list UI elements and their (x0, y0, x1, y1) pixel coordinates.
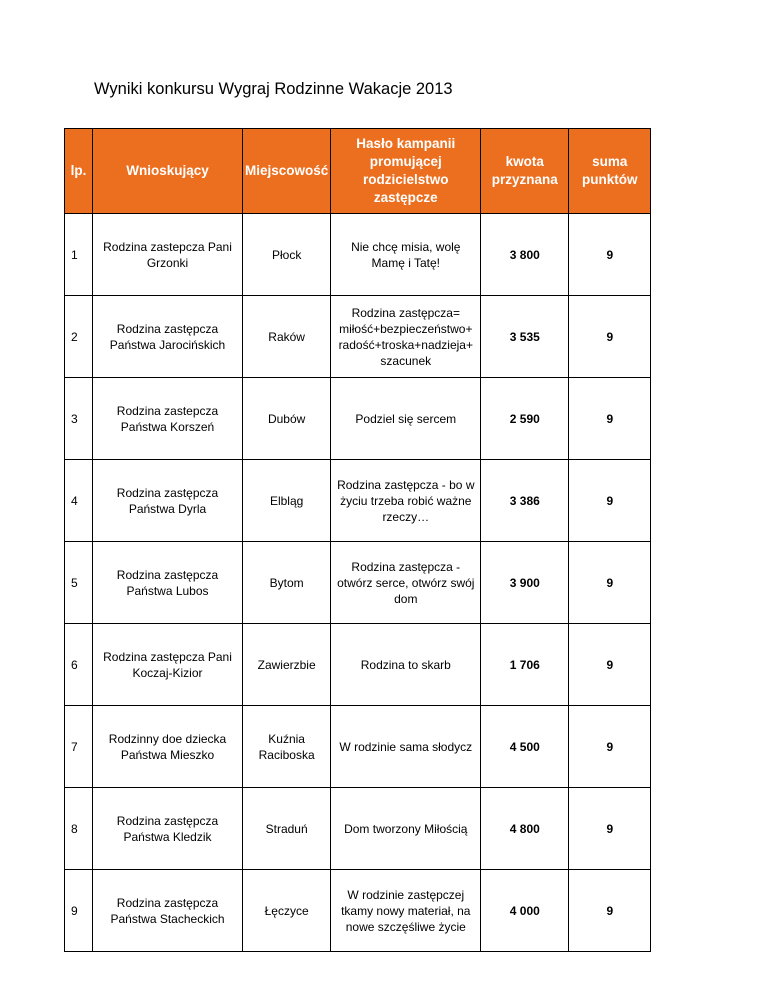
row-amount: 4 000 (481, 870, 569, 952)
row-lp: 7 (65, 706, 93, 788)
row-place: Bytom (243, 542, 331, 624)
row-slogan: Podziel się sercem (331, 378, 481, 460)
row-slogan: Rodzina zastępcza - bo w życiu trzeba robić ważne rzeczy… (331, 460, 481, 542)
table-row (65, 378, 651, 460)
row-lp: 6 (65, 624, 93, 706)
row-slogan: W rodzinie sama słodycz (331, 706, 481, 788)
row-points: 9 (569, 214, 651, 296)
row-place: Łęczyce (243, 870, 331, 952)
results-table (64, 128, 651, 952)
row-amount: 4 500 (481, 706, 569, 788)
row-lp: 2 (65, 296, 93, 378)
row-points: 9 (569, 624, 651, 706)
row-amount: 1 706 (481, 624, 569, 706)
table-row (65, 542, 651, 624)
table-row (65, 296, 651, 378)
header-points: suma punktów (569, 129, 651, 214)
row-lp: 4 (65, 460, 93, 542)
row-applicant: Rodzina zastępcza Pani Koczaj-Kizior (93, 624, 243, 706)
header-lp: lp. (65, 129, 93, 214)
row-slogan: Rodzina to skarb (331, 624, 481, 706)
header-applicant: Wnioskujący (93, 129, 243, 214)
row-slogan: Rodzina zastępcza - otwórz serce, otwórz swój dom (331, 542, 481, 624)
row-amount: 3 386 (481, 460, 569, 542)
header-row (65, 129, 651, 214)
table-row (65, 214, 651, 296)
row-points: 9 (569, 542, 651, 624)
row-place: Straduń (243, 788, 331, 870)
header-amount: kwota przyznana (481, 129, 569, 214)
row-applicant: Rodzinny doe dziecka Państwa Mieszko (93, 706, 243, 788)
table-row (65, 460, 651, 542)
row-lp: 5 (65, 542, 93, 624)
page-title: Wyniki konkursu Wygraj Rodzinne Wakacje 2013 (94, 80, 453, 98)
row-place: Kuźnia Raciboska (243, 706, 331, 788)
row-amount: 4 800 (481, 788, 569, 870)
row-amount: 3 800 (481, 214, 569, 296)
row-lp: 1 (65, 214, 93, 296)
row-applicant: Rodzina zastepcza Pani Grzonki (93, 214, 243, 296)
row-points: 9 (569, 378, 651, 460)
row-points: 9 (569, 296, 651, 378)
row-points: 9 (569, 460, 651, 542)
row-points: 9 (569, 870, 651, 952)
row-applicant: Rodzina zastępcza Państwa Dyrla (93, 460, 243, 542)
row-place: Elbląg (243, 460, 331, 542)
row-lp: 8 (65, 788, 93, 870)
table-row (65, 706, 651, 788)
table-row (65, 870, 651, 952)
header-slogan: Hasło kampanii promującej rodzicielstwo zastępcze (331, 129, 481, 214)
row-place: Raków (243, 296, 331, 378)
row-points: 9 (569, 788, 651, 870)
row-slogan: W rodzinie zastępczej tkamy nowy materiał, na nowe szczęśliwe życie (331, 870, 481, 952)
row-applicant: Rodzina zastepcza Państwa Korszeń (93, 378, 243, 460)
row-slogan: Rodzina zastępcza= miłość+bezpieczeństwo+ radość+troska+nadzieja+ szacunek (331, 296, 481, 378)
header-place: Miejscowość (243, 129, 331, 214)
row-lp: 3 (65, 378, 93, 460)
row-place: Dubów (243, 378, 331, 460)
row-points: 9 (569, 706, 651, 788)
table-row (65, 624, 651, 706)
row-applicant: Rodzina zastępcza Państwa Jarocińskich (93, 296, 243, 378)
row-place: Płock (243, 214, 331, 296)
row-lp: 9 (65, 870, 93, 952)
row-applicant: Rodzina zastępcza Państwa Stacheckich (93, 870, 243, 952)
row-slogan: Nie chcę misia, wolę Mamę i Tatę! (331, 214, 481, 296)
row-amount: 2 590 (481, 378, 569, 460)
row-applicant: Rodzina zastępcza Państwa Kledzik (93, 788, 243, 870)
row-slogan: Dom tworzony Miłością (331, 788, 481, 870)
table-row (65, 788, 651, 870)
row-place: Zawierzbie (243, 624, 331, 706)
row-applicant: Rodzina zastępcza Państwa Lubos (93, 542, 243, 624)
row-amount: 3 535 (481, 296, 569, 378)
row-amount: 3 900 (481, 542, 569, 624)
